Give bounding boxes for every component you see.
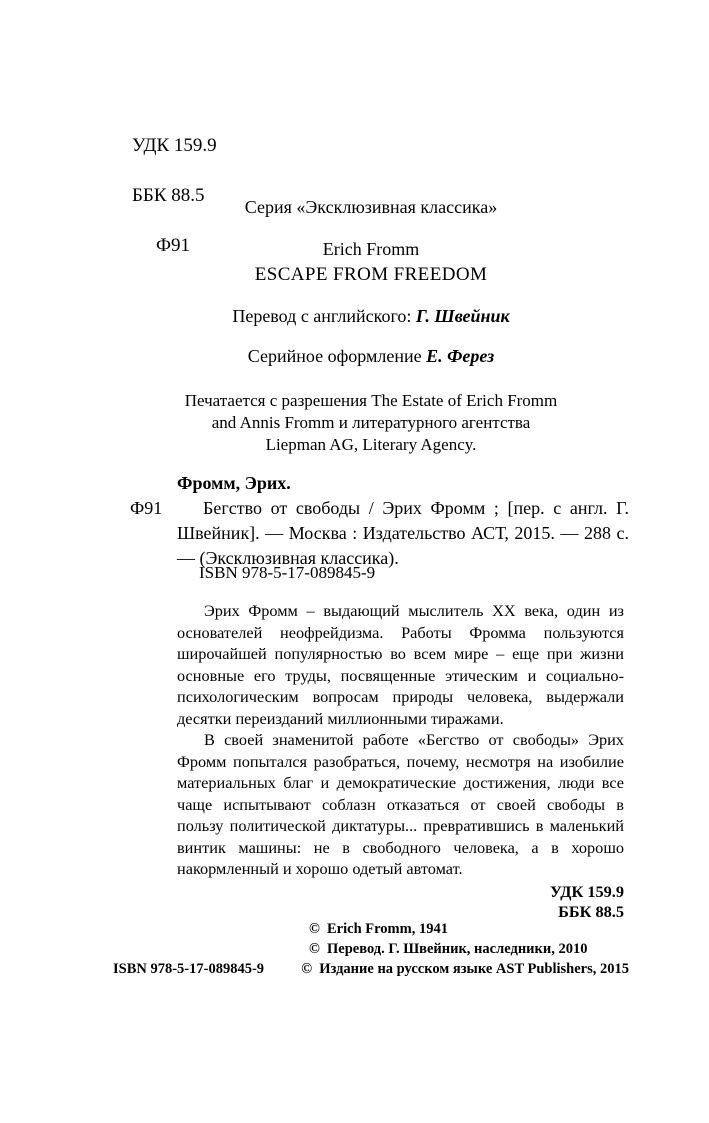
permission-line-1: Печатается с разрешения The Estate of Erich Fromm [184, 391, 558, 410]
record-description: Бегство от свободы / Эрих Фромм ; [пер. с англ. Г. Швейник]. — Москва : Издательство АСТ, 2015. — 288 с. — (Эксклюзивная классика). [177, 498, 629, 568]
annotation-paragraph-2: В своей знаменитой работе «Бегство от свободы» Эрих Фромм попытался разобраться, почему, несмотря на изобилие материальных благ и демократические достижения, люди все чаще испытывают соблазн отказаться от своей свободы в пользу политической диктатуры... превратившись в маленький винтик машины: не в свободного человека, а в хорошо накормленный и хорошо одетый автомат. [177, 730, 624, 878]
copyright-icon-2: © [309, 941, 320, 957]
copyright-holder-3: Издание на русском языке AST Publishers, 2015 [319, 961, 629, 977]
copyright-row-3 [113, 959, 629, 979]
author-name-original: Erich Fromm [322, 239, 420, 259]
translator-name: Г. Швейник [415, 306, 510, 326]
annotation-paragraph-1: Эрих Фромм – выдающий мыслитель XX века, один из основателей неофрейдизма. Работы Фромма пользуются широчайшей популярностью во всем мире – еще при жизни основные его труды, посвященные этическим и социально-психологическим вопросам природы человека, выдержали десятки переизданий миллионными тиражами. [177, 601, 624, 728]
copyright-icon-3: © [301, 961, 313, 977]
copyright-block [113, 919, 629, 979]
front-matter-block [113, 196, 629, 456]
copyright-row-1 [113, 919, 629, 939]
bibliographic-record [113, 472, 629, 571]
record-author-heading: Фромм, Эрих. [177, 473, 291, 493]
record-body [113, 496, 629, 571]
original-title: ESCAPE FROM FREEDOM [254, 264, 488, 285]
design-label: Серийное оформление [247, 346, 422, 366]
copyright-holder-1: Erich Fromm, 1941 [327, 921, 448, 937]
annotation-bbk: ББК 88.5 [558, 901, 624, 921]
copyright-row-2 [113, 939, 629, 959]
translation-label: Перевод с английского: [232, 306, 412, 326]
record-shelfmark: Ф91 [130, 498, 163, 518]
bbk-code: ББК 88.5 [132, 185, 205, 206]
permission-line-3: Liepman AG, Literary Agency. [265, 435, 477, 454]
copyright-holder-2: Перевод. Г. Швейник, наследники, 2010 [327, 941, 588, 957]
permission-line-2: and Annis Fromm и литературного агентства [211, 413, 531, 432]
translation-credit [113, 305, 629, 328]
author-cipher: Ф91 [156, 235, 191, 256]
annotation-block [177, 600, 624, 922]
udk-code: УДК 159.9 [132, 135, 217, 156]
annotation-classification [177, 882, 624, 922]
permission-notice [113, 390, 629, 456]
copyright-icon: © [309, 921, 320, 937]
record-isbn: ISBN 978-5-17-089845-9 [199, 563, 376, 582]
designer-name: Е. Ферез [426, 346, 495, 366]
design-credit [113, 345, 629, 368]
copyright-isbn: ISBN 978-5-17-089845-9 [113, 961, 265, 977]
series-name: Серия «Эксклюзивная классика» [244, 197, 498, 217]
annotation-udk: УДК 159.9 [549, 881, 624, 901]
